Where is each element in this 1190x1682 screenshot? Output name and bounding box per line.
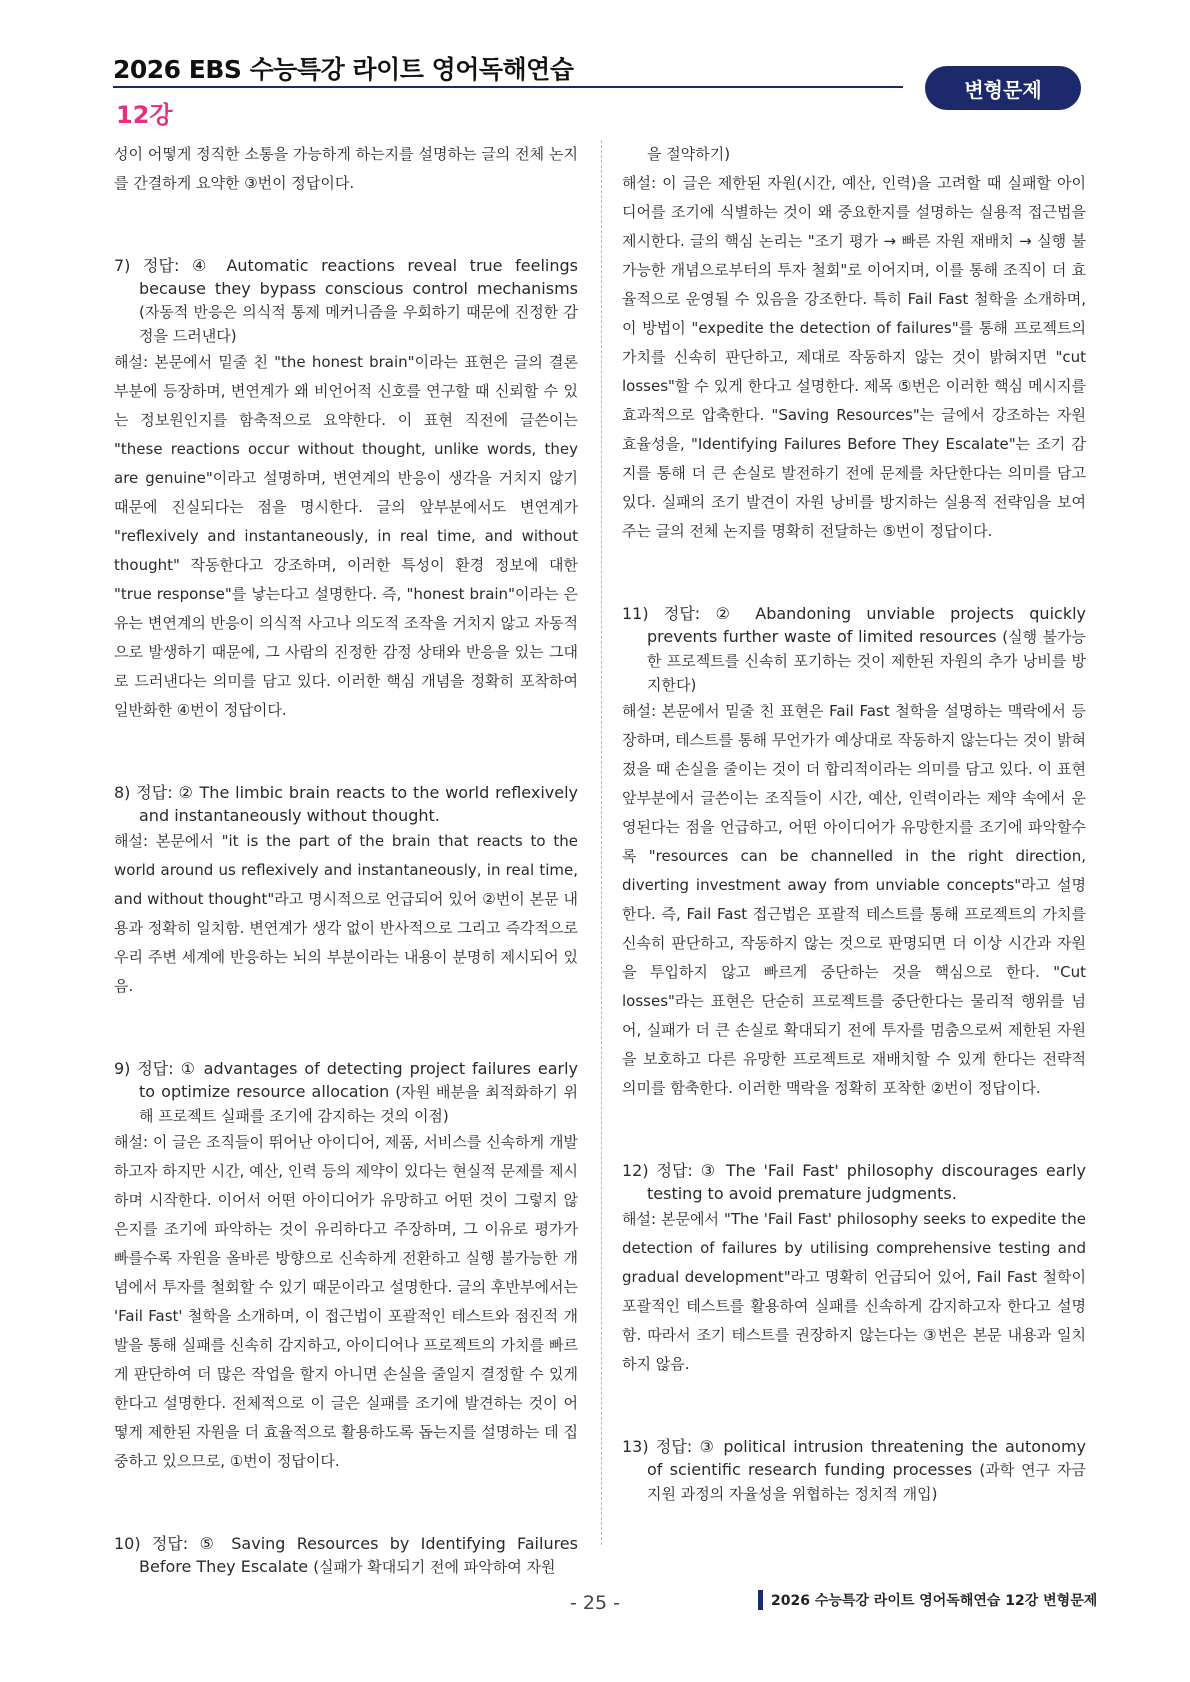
lesson-label: 12강	[116, 101, 173, 129]
column-divider	[601, 140, 602, 1545]
footer-bar-icon	[758, 1590, 763, 1610]
answer-9: 9) 정답: ① advantages of detecting project failures early to optimize resource allocation (자원 배분을 최적화하기 위해 프로젝트 실패를 조기에 감지하는 것의 이점)	[114, 1059, 578, 1125]
explanation-9: 해설: 이 글은 조직들이 뛰어난 아이디어, 제품, 서비스를 신속하게 개발하고자 하지만 시간, 예산, 인력 등의 제약이 있다는 현실적 문제를 제시하며 시작한다. 이어서 어떤 아이디어가 유망하고 어떤 것이 그렇지 않은지를 조기에 파악하는 것이 유리하다고 주장하며, 그 이유로 평가가 빠를수록 자원을 올바른 방향으로 신속하게 전환하고 실행 불가능한 개념에서 투자를 철회할 수 있기 때문이라고 설명한다. 글의 후반부에서는 'Fail Fast' 철학을 소개하며, 이 접근법이 포괄적인 테스트와 점진적 개발을 통해 실패를 신속히 감지하고, 아이디어나 프로젝트의 가치를 빠르게 판단하여 더 많은 작업을 할지 아니면 손실을 줄일지 결정할 수 있게 한다고 설명한다. 전체적으로 이 글은 실패를 조기에 발견하는 것이 어떻게 제한된 자원을 더 효율적으로 활용하도록 돕는지를 설명하는 데 집중하고 있으므로, ①번이 정답이다.	[114, 1133, 578, 1470]
explanation-12: 해설: 본문에서 "The 'Fail Fast' philosophy seeks to expedite the detection of failures by utilising comprehensive testing and gradual development"라고 명확히 언급되어 있어, Fail Fast 철학이 포괄적인 테스트를 활용하여 실패를 신속하게 감지하고자 한다고 설명함. 따라서 조기 테스트를 권장하지 않는다는 ③번은 본문 내용과 일치하지 않음.	[622, 1210, 1086, 1373]
header-divider	[113, 86, 903, 88]
page-number: - 25 -	[570, 1592, 620, 1614]
answer-13: 13) 정답: ③ political intrusion threatening the autonomy of scientific research funding processes (과학 연구 자금 지원 과정의 자율성을 위협하는 정치적 개입)	[622, 1437, 1086, 1503]
answer-12: 12) 정답: ③ The 'Fail Fast' philosophy discourages early testing to avoid premature judgments.	[622, 1161, 1086, 1203]
explanation-7: 해설: 본문에서 밑줄 친 "the honest brain"이라는 표현은 글의 결론 부분에 등장하며, 변연계가 왜 비언어적 신호를 연구할 때 신뢰할 수 있는 정보원인지를 함축적으로 요약한다. 이 표현 직전에 글쓴이는 "these reactions occur without thought, unlike words, they are genuine"이라고 설명하며, 변연계의 반응이 생각을 거치지 않기 때문에 진실되다는 점을 명시한다. 글의 앞부분에서도 변연계가 "reflexively and instantaneously, in real time, and without thought" 작동한다고 강조하며, 이러한 특성이 환경 정보에 대한 "true response"를 낳는다고 설명한다. 즉, "honest brain"이라는 은유는 변연계의 반응이 의식적 사고나 의도적 조작을 거치지 않고 자동적으로 발생하기 때문에, 그 사람의 진정한 감정 상태와 반응을 있는 그대로 드러낸다는 의미를 담고 있다. 이러한 핵심 개념을 정확히 포착하여 일반화한 ④번이 정답이다.	[114, 353, 578, 719]
explanation-8: 해설: 본문에서 "it is the part of the brain that reacts to the world around us reflexively and instantaneously, in real time, and without thought"라고 명시적으로 언급되어 있어 ②번이 본문 내용과 정확히 일치함. 변연계가 생각 없이 반사적으로 그리고 즉각적으로 우리 주변 세계에 반응하는 뇌의 부분이라는 내용이 분명히 제시되어 있음.	[114, 832, 578, 995]
footer-caption-text: 2026 수능특강 라이트 영어독해연습 12강 변형문제	[771, 1593, 1098, 1609]
answer-8: 8) 정답: ② The limbic brain reacts to the world reflexively and instantaneously without thought.	[114, 783, 578, 825]
answer-10: 10) 정답: ⑤ Saving Resources by Identifying Failures Before They Escalate (실패가 확대되기 전에 파악하여 자원	[114, 1534, 578, 1576]
explanation-10: 해설: 이 글은 제한된 자원(시간, 예산, 인력)을 고려할 때 실패할 아이디어를 조기에 식별하는 것이 왜 중요한지를 설명하는 실용적 접근법을 제시한다. 글의 핵심 논리는 "조기 평가 → 빠른 자원 재배치 → 실행 불가능한 개념으로부터의 투자 철회"로 이어지며, 이를 통해 조직이 더 효율적으로 운영될 수 있음을 강조한다. 특히 Fail Fast 철학을 소개하며, 이 방법이 "expedite the detection of failures"를 통해 프로젝트의 가치를 신속히 판단하고, 제대로 작동하지 않는 것이 밝혀지면 "cut losses"할 수 있게 한다고 설명한다. 제목 ⑤번은 이러한 핵심 메시지를 효과적으로 압축한다. "Saving Resources"는 글에서 강조하는 자원 효율성을, "Identifying Failures Before They Escalate"는 조기 감지를 통해 더 큰 손실로 발전하기 전에 문제를 차단한다는 의미를 담고 있다. 실패의 조기 발견이 자원 낭비를 방지하는 실용적 전략임을 보여주는 글의 전체 논지를 명확히 전달하는 ⑤번이 정답이다.	[622, 174, 1086, 540]
answer-11: 11) 정답: ② Abandoning unviable projects quickly prevents further waste of limited resources (실행 불가능한 프로젝트를 신속히 포기하는 것이 제한된 자원의 추가 낭비를 방지한다)	[622, 604, 1086, 694]
continued-paragraph: 성이 어떻게 정직한 소통을 가능하게 하는지를 설명하는 글의 전체 논지를 간결하게 요약한 ③번이 정답이다.	[114, 145, 578, 192]
left-column	[114, 140, 578, 1579]
section-badge: 변형문제	[925, 66, 1081, 110]
answer-10-continued: 을 절약하기)	[647, 145, 731, 163]
explanation-11: 해설: 본문에서 밑줄 친 표현은 Fail Fast 철학을 설명하는 맥락에서 등장하며, 테스트를 통해 무언가가 예상대로 작동하지 않는다는 것이 밝혀졌을 때 손실을 줄이는 것이 더 합리적이라는 의미를 담고 있다. 이 표현 앞부분에서 글쓴이는 조직들이 시간, 예산, 인력이라는 제약 속에서 운영된다는 점을 언급하고, 어떤 아이디어가 유망한지를 조기에 파악할수록 "resources can be channelled in the right direction, diverting investment away from unviable concepts"라고 설명한다. 즉, Fail Fast 접근법은 포괄적 테스트를 통해 프로젝트의 가치를 신속히 판단하고, 작동하지 않는 것으로 판명되면 더 이상 시간과 자원을 투입하지 않고 빠르게 중단하는 것을 핵심으로 한다. "Cut losses"라는 표현은 단순히 프로젝트를 중단한다는 물리적 행위를 넘어, 실패가 더 큰 손실로 확대되기 전에 투자를 멈춤으로써 제한된 자원을 보호하고 다른 유망한 프로젝트로 재배치할 수 있게 한다는 전략적 의미를 함축한다. 이러한 맥락을 정확히 포착한 ②번이 정답이다.	[622, 702, 1086, 1097]
answer-7: 7) 정답: ④ Automatic reactions reveal true feelings because they bypass conscious control mechanisms (자동적 반응은 의식적 통제 메커니즘을 우회하기 때문에 진정한 감정을 드러낸다)	[114, 256, 578, 345]
footer-caption	[758, 1590, 1097, 1610]
right-column	[622, 140, 1086, 1506]
document-title: 2026 EBS 수능특강 라이트 영어독해연습	[113, 55, 574, 84]
